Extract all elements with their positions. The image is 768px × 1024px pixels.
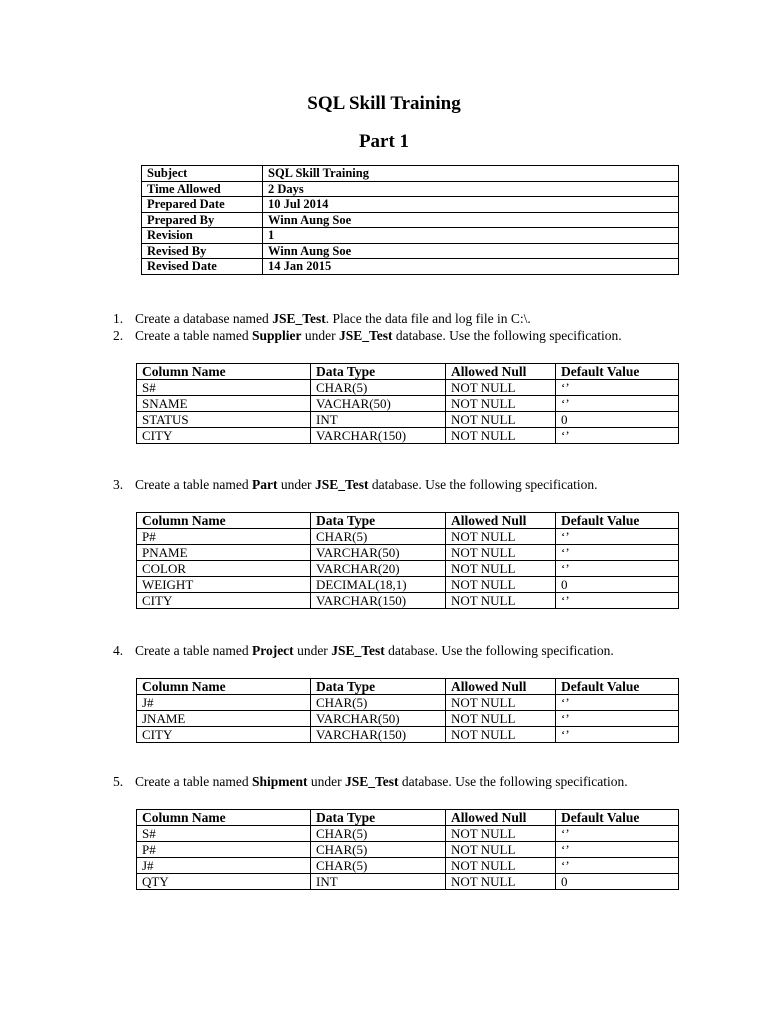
step-number: 3. (113, 477, 124, 492)
info-value: Winn Aung Soe (263, 243, 679, 259)
table-cell: ‘’ (556, 858, 679, 874)
table-cell: CHAR(5) (311, 858, 446, 874)
table-cell: NOT NULL (446, 727, 556, 743)
table-row (137, 711, 679, 727)
table-cell: ‘’ (556, 428, 679, 444)
table-cell: 0 (556, 577, 679, 593)
instruction-step-5 (113, 774, 628, 790)
info-key: Prepared By (142, 212, 263, 228)
table-row (137, 396, 679, 412)
info-key: Subject (142, 166, 263, 182)
shipment-spec-table (136, 809, 679, 890)
column-header: Data Type (311, 679, 446, 695)
column-header: Data Type (311, 364, 446, 380)
page-subtitle: Part 1 (358, 131, 410, 152)
table-cell: STATUS (137, 412, 311, 428)
step-bold-text: JSE_Test (338, 328, 393, 343)
step-text: database. Use the following specification. (392, 328, 622, 343)
step-bold-text: Shipment (251, 774, 308, 789)
column-header: Column Name (137, 810, 311, 826)
table-row (142, 197, 679, 213)
table-cell: NOT NULL (446, 561, 556, 577)
step-text: Create a table named (135, 477, 252, 492)
column-header: Data Type (311, 513, 446, 529)
step-text: Create a database named (135, 311, 273, 326)
step-bold-text: Supplier (251, 328, 302, 343)
step-bold-text: JSE_Test (344, 774, 399, 789)
info-value: 1 (263, 228, 679, 244)
step-number: 2. (113, 328, 124, 343)
table-cell: CHAR(5) (311, 826, 446, 842)
table-cell: NOT NULL (446, 695, 556, 711)
step-text: database. Use the following specification. (368, 477, 598, 492)
table-cell: NOT NULL (446, 545, 556, 561)
column-header: Default Value (556, 810, 679, 826)
table-cell: ‘’ (556, 380, 679, 396)
step-text: under (277, 477, 315, 492)
table-cell: VACHAR(50) (311, 396, 446, 412)
table-cell: INT (311, 412, 446, 428)
table-row (137, 545, 679, 561)
table-cell: J# (137, 695, 311, 711)
step-bold-text: JSE_Test (331, 643, 385, 658)
table-cell: ‘’ (556, 727, 679, 743)
step-bold-text: Part (251, 477, 278, 492)
table-cell: CITY (137, 428, 311, 444)
table-cell: NOT NULL (446, 593, 556, 609)
table-row (137, 529, 679, 545)
table-row (137, 412, 679, 428)
column-header: Allowed Null (446, 364, 556, 380)
step-text: Create a table named (135, 774, 252, 789)
table-cell: VARCHAR(150) (311, 428, 446, 444)
table-cell: CHAR(5) (311, 695, 446, 711)
instruction-step-1 (113, 311, 531, 327)
step-text: Create a table named (135, 643, 252, 658)
table-cell: CHAR(5) (311, 842, 446, 858)
step-text: Create a table named (135, 328, 252, 343)
table-row (142, 259, 679, 275)
column-header: Column Name (137, 513, 311, 529)
step-number: 4. (113, 643, 124, 658)
table-cell: ‘’ (556, 396, 679, 412)
project-spec-table (136, 678, 679, 743)
column-header: Allowed Null (446, 679, 556, 695)
table-cell: ‘’ (556, 561, 679, 577)
column-header: Default Value (556, 679, 679, 695)
table-cell: VARCHAR(150) (311, 727, 446, 743)
table-cell: NOT NULL (446, 842, 556, 858)
table-cell: S# (137, 826, 311, 842)
table-cell: ‘’ (556, 529, 679, 545)
table-cell: CHAR(5) (311, 529, 446, 545)
info-key: Time Allowed (142, 181, 263, 197)
table-cell: ‘’ (556, 593, 679, 609)
step-bold-text: JSE_Test (314, 477, 369, 492)
table-cell: VARCHAR(50) (311, 711, 446, 727)
info-value: 2 Days (263, 181, 679, 197)
table-row (142, 181, 679, 197)
table-row (137, 577, 679, 593)
page-title: SQL Skill Training (307, 93, 461, 114)
table-cell: ‘’ (556, 842, 679, 858)
step-text: under (307, 774, 345, 789)
table-row (142, 228, 679, 244)
table-cell: NOT NULL (446, 826, 556, 842)
table-cell: NOT NULL (446, 412, 556, 428)
step-number: 5. (113, 774, 124, 789)
table-row (142, 243, 679, 259)
table-cell: WEIGHT (137, 577, 311, 593)
column-header: Default Value (556, 513, 679, 529)
table-cell: J# (137, 858, 311, 874)
column-header: Column Name (137, 679, 311, 695)
table-row (137, 727, 679, 743)
info-value: Winn Aung Soe (263, 212, 679, 228)
info-value: 10 Jul 2014 (263, 197, 679, 213)
instruction-step-3 (113, 477, 598, 493)
table-cell: NOT NULL (446, 428, 556, 444)
table-cell: VARCHAR(50) (311, 545, 446, 561)
table-cell: JNAME (137, 711, 311, 727)
table-cell: S# (137, 380, 311, 396)
instruction-step-2 (113, 328, 622, 344)
table-cell: SNAME (137, 396, 311, 412)
table-header-row (137, 364, 679, 380)
table-cell: 0 (556, 412, 679, 428)
step-bold-text: JSE_Test (272, 311, 326, 326)
table-cell: PNAME (137, 545, 311, 561)
table-cell: ‘’ (556, 695, 679, 711)
step-number: 1. (113, 311, 124, 326)
table-cell: CITY (137, 593, 311, 609)
table-cell: DECIMAL(18,1) (311, 577, 446, 593)
step-text: under (293, 643, 332, 658)
table-row (137, 842, 679, 858)
table-cell: QTY (137, 874, 311, 890)
table-row (137, 428, 679, 444)
table-row (137, 858, 679, 874)
table-cell: NOT NULL (446, 577, 556, 593)
step-text: database. Use the following specification. (398, 774, 628, 789)
table-row (137, 380, 679, 396)
table-cell: CHAR(5) (311, 380, 446, 396)
info-key: Prepared Date (142, 197, 263, 213)
column-header: Allowed Null (446, 513, 556, 529)
column-header: Default Value (556, 364, 679, 380)
table-cell: VARCHAR(20) (311, 561, 446, 577)
document-info-table (141, 165, 679, 275)
table-row (137, 561, 679, 577)
table-row (142, 166, 679, 182)
table-cell: ‘’ (556, 711, 679, 727)
table-row (137, 695, 679, 711)
table-cell: ‘’ (556, 545, 679, 561)
table-cell: NOT NULL (446, 711, 556, 727)
part-spec-table (136, 512, 679, 609)
table-cell: NOT NULL (446, 874, 556, 890)
info-key: Revision (142, 228, 263, 244)
table-cell: NOT NULL (446, 858, 556, 874)
table-row (142, 212, 679, 228)
column-header: Allowed Null (446, 810, 556, 826)
table-cell: P# (137, 842, 311, 858)
table-cell: INT (311, 874, 446, 890)
table-cell: NOT NULL (446, 396, 556, 412)
step-text: database. Use the following specification. (384, 643, 614, 658)
table-header-row (137, 513, 679, 529)
table-header-row (137, 810, 679, 826)
info-key: Revised Date (142, 259, 263, 275)
step-text: . Place the data file and log file in C:\. (325, 311, 531, 326)
table-row (137, 874, 679, 890)
table-row (137, 593, 679, 609)
info-key: Revised By (142, 243, 263, 259)
table-cell: VARCHAR(150) (311, 593, 446, 609)
table-cell: ‘’ (556, 826, 679, 842)
table-cell: COLOR (137, 561, 311, 577)
step-text: under (301, 328, 339, 343)
table-cell: NOT NULL (446, 529, 556, 545)
column-header: Column Name (137, 364, 311, 380)
instruction-step-4 (113, 643, 614, 659)
table-cell: CITY (137, 727, 311, 743)
info-value: 14 Jan 2015 (263, 259, 679, 275)
column-header: Data Type (311, 810, 446, 826)
step-bold-text: Project (251, 643, 294, 658)
table-header-row (137, 679, 679, 695)
table-cell: 0 (556, 874, 679, 890)
info-value: SQL Skill Training (263, 166, 679, 182)
table-cell: NOT NULL (446, 380, 556, 396)
table-row (137, 826, 679, 842)
table-cell: P# (137, 529, 311, 545)
supplier-spec-table (136, 363, 679, 444)
